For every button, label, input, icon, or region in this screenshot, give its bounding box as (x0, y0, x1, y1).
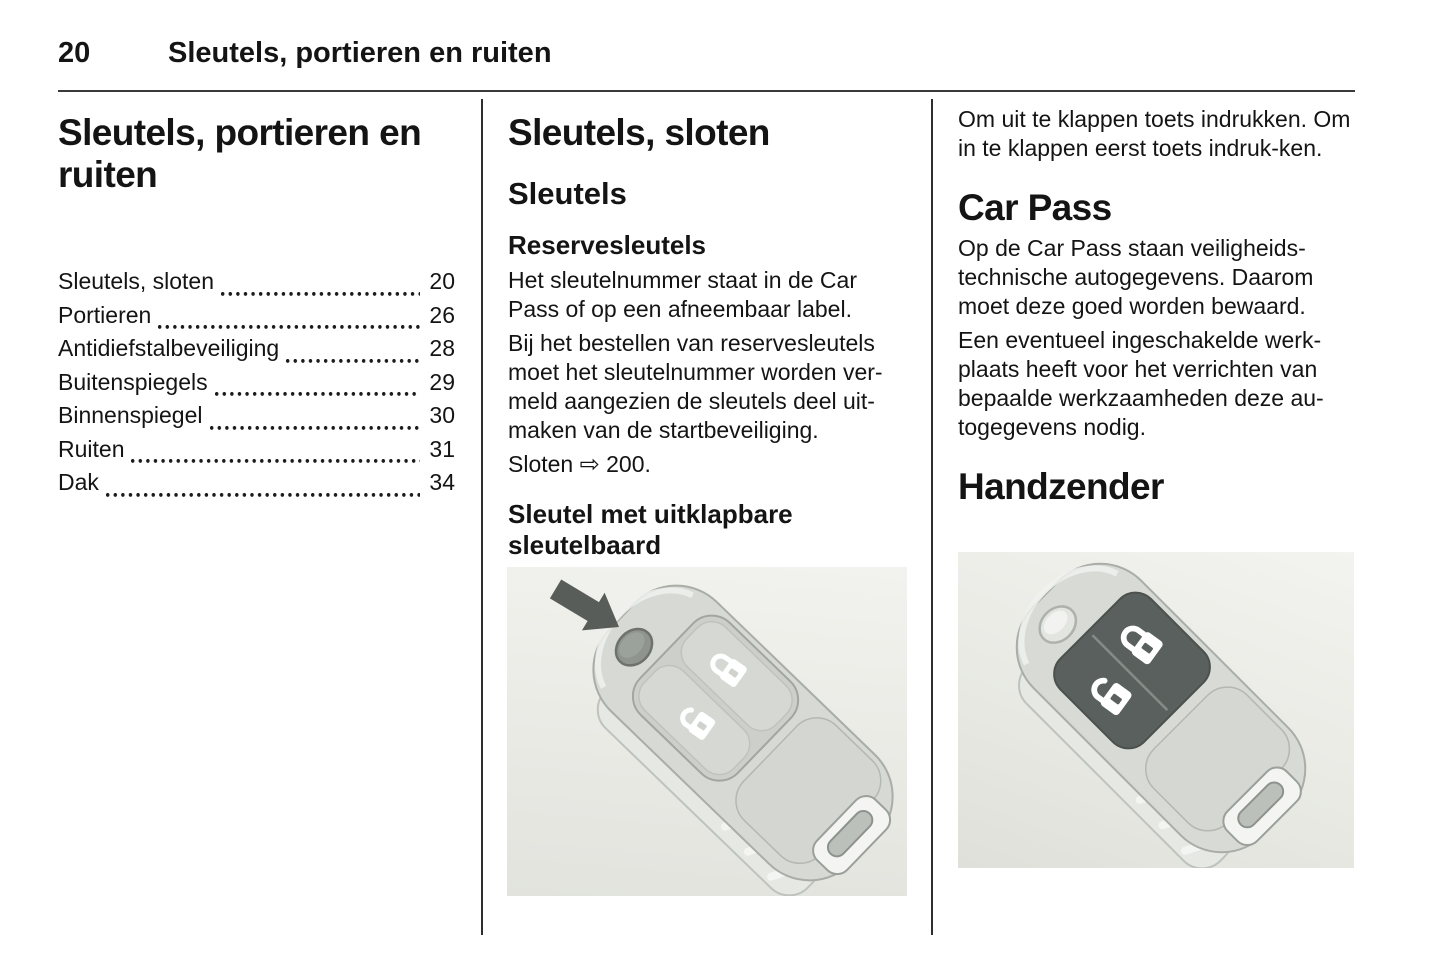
section-title-keys-locks: Sleutels, sloten (508, 112, 770, 153)
cross-ref-label: Sloten (508, 451, 574, 477)
toc-leader-dots (215, 369, 420, 403)
toc-leader-dots (158, 302, 420, 336)
table-of-contents (58, 268, 455, 503)
running-header-title: Sleutels, portieren en ruiten (168, 37, 552, 69)
toc-leader-dots (221, 268, 420, 302)
cross-ref-page: 200. (606, 451, 651, 477)
toc-entry (58, 369, 455, 403)
toc-entry-page: 29 (429, 368, 455, 395)
cross-ref-arrow-icon: ⇨ (579, 450, 600, 478)
toc-entry (58, 302, 455, 336)
toc-entry-page: 31 (429, 435, 455, 462)
toc-entry-label: Dak (58, 469, 99, 495)
subsection-title-keys: Sleutels (508, 176, 627, 211)
toc-leader-dots (210, 402, 420, 436)
paragraph-carpass-2: Een eventueel ingeschakelde werk-plaats heeft voor het verrichten van bepaalde werkzaamheden deze au-togegevens nodig. (958, 327, 1324, 440)
section-title-handzender: Handzender (958, 466, 1164, 507)
toc-entry-page: 20 (429, 268, 455, 294)
paragraph-carpass-1: Op de Car Pass staan veiligheids-technische autogegevens. Daarom moet deze goed worden bewaard. (958, 235, 1314, 319)
toc-leader-dots (286, 335, 420, 369)
toc-entry-page: 34 (429, 469, 455, 495)
paragraph-reserve-1: Het sleutelnummer staat in de Car Pass of op een afneembaar label. (508, 267, 857, 322)
header-rule (58, 90, 1355, 92)
toc-entry-label: Sleutels, sloten (58, 268, 214, 294)
chapter-title: Sleutels, portieren en ruiten (58, 112, 422, 195)
toc-entry (58, 469, 455, 503)
toc-entry-label: Buitenspiegels (58, 368, 208, 395)
toc-entry-label: Ruiten (58, 435, 125, 462)
heading-flip-key: Sleutel met uitklapbare sleutelbaard (508, 499, 793, 560)
figure-handzender (958, 552, 1354, 868)
toc-entry (58, 436, 455, 470)
paragraph-reserve-2: Bij het bestellen van reservesleutels moet het sleutelnummer worden ver-meld aangezien de sleutels deel uit-maken van de startbeveiliging. (508, 330, 883, 443)
paragraph-flip-key-note: Om uit te klappen toets indrukken. Om in te klappen eerst toets indruk-ken. (958, 106, 1351, 161)
column-divider-right (931, 99, 933, 935)
toc-leader-dots (106, 469, 420, 503)
toc-entry (58, 402, 455, 436)
toc-leader-dots (131, 436, 420, 470)
heading-reserve-keys: Reservesleutels (508, 230, 707, 260)
remote-key-illustration (958, 552, 1354, 868)
column-toc (58, 100, 482, 503)
remote-key (979, 552, 1329, 868)
toc-entry-page: 30 (429, 402, 455, 428)
toc-entry (58, 268, 455, 302)
section-title-car-pass: Car Pass (958, 187, 1112, 228)
toc-entry-label: Binnenspiegel (58, 402, 203, 428)
flip-key-illustration (507, 567, 907, 896)
toc-entry-label: Portieren (58, 301, 152, 328)
column-keys (508, 100, 908, 561)
cross-reference-sloten (508, 450, 908, 479)
page-number: 20 (58, 37, 91, 69)
toc-entry-page: 26 (429, 301, 455, 328)
toc-entry-label: Antidiefstalbeveiliging (58, 335, 280, 361)
figure-flip-key (507, 567, 907, 896)
toc-entry (58, 335, 455, 369)
toc-entry-page: 28 (429, 335, 455, 361)
column-carpass (958, 100, 1355, 508)
